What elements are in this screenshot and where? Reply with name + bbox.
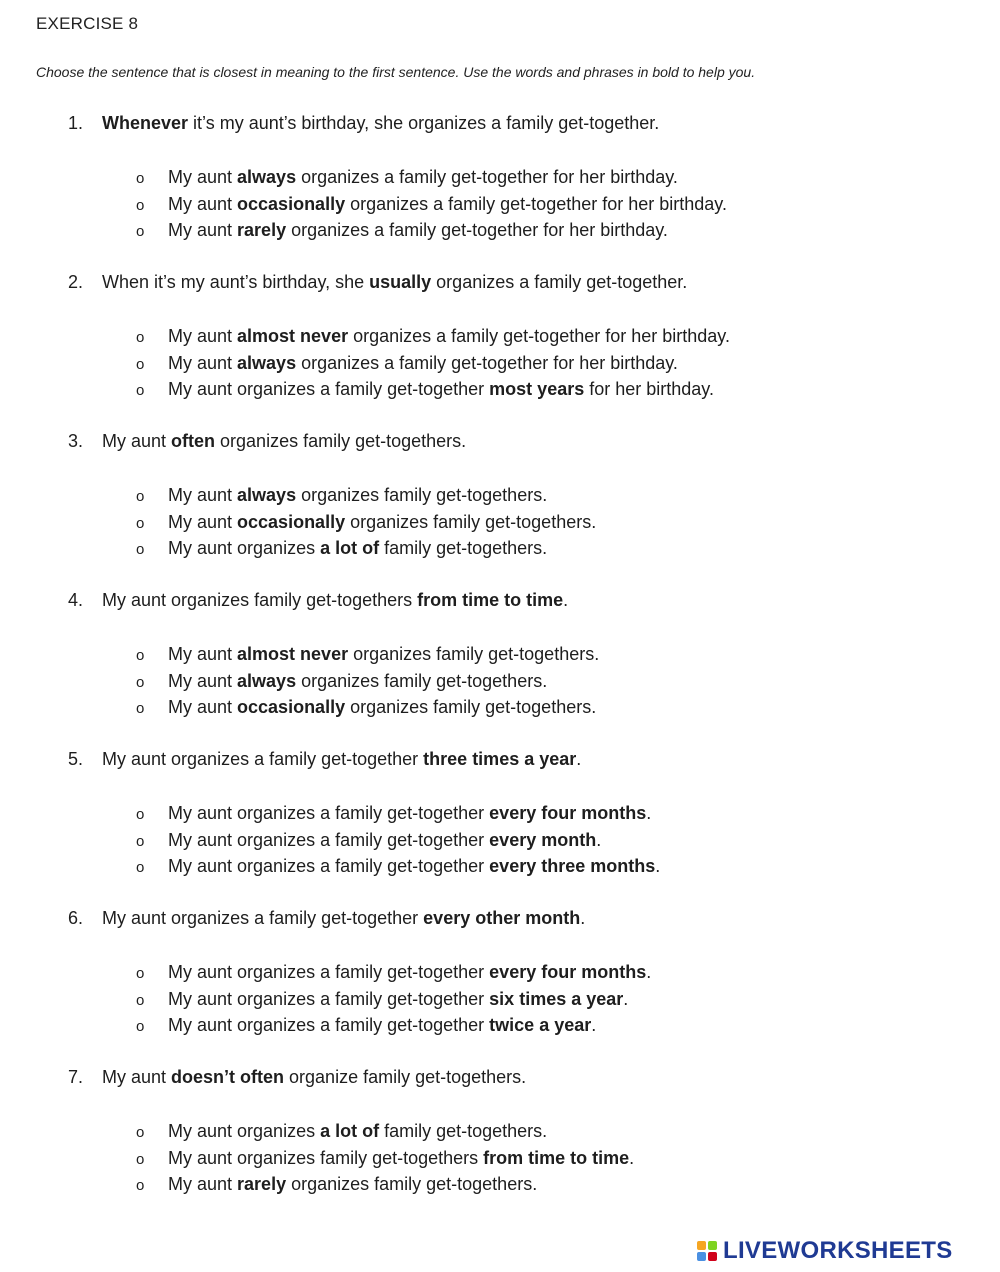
- radio-bullet-icon[interactable]: o: [136, 196, 145, 214]
- text-segment: organizes family get-togethers.: [345, 697, 597, 717]
- logo-square-icon: [697, 1241, 706, 1250]
- answer-option[interactable]: [136, 827, 660, 854]
- question-sentence: [68, 1064, 526, 1090]
- text-segment: organizes family get-togethers.: [296, 485, 548, 505]
- text-segment: .: [580, 908, 586, 928]
- answer-option[interactable]: [136, 1118, 634, 1145]
- text-segment: .: [629, 1147, 635, 1168]
- exercise-title: EXERCISE 8: [36, 14, 139, 33]
- radio-bullet-icon[interactable]: o: [136, 170, 145, 187]
- radio-bullet-icon[interactable]: o: [136, 859, 145, 876]
- bold-keyword: always: [237, 670, 297, 691]
- answer-options: [136, 1118, 634, 1198]
- text-segment: .: [591, 1015, 597, 1035]
- question-sentence: [68, 746, 581, 772]
- question-sentence: [68, 587, 568, 613]
- text-segment: organizes family get-togethers.: [345, 511, 597, 532]
- answer-option[interactable]: [136, 694, 599, 721]
- text-segment: .: [646, 803, 652, 823]
- text-segment: organizes a family get-together for her birthday.: [296, 352, 678, 373]
- text-segment: .: [576, 749, 582, 769]
- answer-option[interactable]: [136, 986, 651, 1013]
- question-number: 2.: [68, 272, 84, 292]
- answer-options: [136, 641, 599, 721]
- answer-option[interactable]: [136, 959, 651, 986]
- text-segment: it’s my aunt’s birthday, she organizes a family get-together.: [188, 113, 660, 133]
- question-number: 5.: [68, 749, 84, 769]
- bold-keyword: rarely: [237, 220, 287, 240]
- bold-keyword: three times a year: [423, 749, 577, 769]
- text-segment: When it’s my aunt’s birthday, she: [102, 272, 370, 292]
- text-segment: My aunt: [102, 431, 172, 451]
- bold-keyword: always: [237, 485, 297, 505]
- answer-option[interactable]: [136, 191, 727, 218]
- radio-bullet-icon[interactable]: o: [136, 1124, 145, 1141]
- question-list: [0, 110, 1000, 1223]
- question-4: [0, 587, 1000, 746]
- bold-keyword: occasionally: [237, 193, 346, 214]
- text-segment: organizes family get-togethers.: [215, 431, 467, 451]
- answer-options: [136, 164, 727, 244]
- question-sentence: [68, 905, 585, 931]
- text-segment: organizes a family get-together for her birthday.: [296, 167, 678, 187]
- answer-option[interactable]: [136, 668, 599, 695]
- bold-keyword: Whenever: [102, 113, 189, 133]
- radio-bullet-icon[interactable]: o: [136, 488, 145, 505]
- question-sentence: [68, 269, 687, 295]
- text-segment: My aunt: [168, 326, 238, 346]
- question-5: [0, 746, 1000, 905]
- liveworksheets-logo[interactable]: [697, 1236, 953, 1266]
- text-segment: My aunt: [168, 670, 238, 691]
- text-segment: organizes a family get-together for her birthday.: [345, 193, 727, 214]
- question-6: [0, 905, 1000, 1064]
- radio-bullet-icon[interactable]: o: [136, 329, 145, 346]
- answer-option[interactable]: [136, 217, 727, 244]
- bold-keyword: a lot of: [320, 538, 380, 558]
- answer-option[interactable]: [136, 350, 730, 377]
- answer-option[interactable]: [136, 853, 660, 880]
- radio-bullet-icon[interactable]: o: [136, 514, 145, 532]
- answer-options: [136, 800, 660, 880]
- question-sentence: [68, 428, 466, 454]
- text-segment: My aunt organizes a family get-together: [168, 1015, 490, 1035]
- text-segment: My aunt organizes a family get-together: [168, 856, 490, 876]
- text-segment: organize family get-togethers.: [284, 1067, 527, 1087]
- text-segment: My aunt: [168, 193, 238, 214]
- text-segment: My aunt: [168, 485, 238, 505]
- bold-keyword: usually: [369, 272, 432, 292]
- bold-keyword: twice a year: [489, 1015, 592, 1035]
- text-segment: My aunt organizes a family get-together: [102, 749, 424, 769]
- radio-bullet-icon[interactable]: o: [136, 223, 145, 240]
- bold-keyword: occasionally: [237, 511, 346, 532]
- text-segment: My aunt organizes a family get-together: [168, 829, 490, 850]
- logo-text: LIVEWORKSHEETS: [723, 1237, 953, 1264]
- question-sentence: [68, 110, 659, 136]
- answer-option[interactable]: [136, 482, 596, 509]
- text-segment: My aunt organizes a family get-together: [168, 803, 490, 823]
- radio-bullet-icon[interactable]: o: [136, 647, 145, 664]
- text-segment: My aunt organizes family get-togethers: [102, 590, 418, 610]
- text-segment: organizes a family get-together.: [431, 272, 688, 292]
- radio-bullet-icon[interactable]: o: [136, 673, 145, 691]
- answer-options: [136, 323, 730, 403]
- text-segment: organizes family get-togethers.: [348, 644, 600, 664]
- text-segment: My aunt organizes a family get-together: [102, 908, 424, 928]
- question-1: [0, 110, 1000, 269]
- text-segment: My aunt: [168, 220, 238, 240]
- bold-keyword: every three months: [489, 856, 656, 876]
- text-segment: family get-togethers.: [379, 1121, 548, 1141]
- text-segment: My aunt organizes: [168, 538, 321, 558]
- instructions: Choose the sentence that is closest in meaning to the first sentence. Use the words and phrases in bold to help you.: [36, 64, 756, 80]
- text-segment: My aunt organizes a family get-together: [168, 988, 490, 1009]
- answer-option[interactable]: [136, 1171, 634, 1198]
- bold-keyword: every four months: [489, 962, 647, 982]
- bold-keyword: every four months: [489, 803, 647, 823]
- answer-option[interactable]: [136, 535, 596, 562]
- bold-keyword: almost never: [237, 644, 349, 664]
- answer-options: [136, 959, 651, 1039]
- answer-option[interactable]: [136, 323, 730, 350]
- text-segment: My aunt: [168, 644, 238, 664]
- bold-keyword: most years: [489, 379, 585, 399]
- question-2: [0, 269, 1000, 428]
- answer-option[interactable]: [136, 800, 660, 827]
- bold-keyword: often: [171, 431, 216, 451]
- text-segment: organizes family get-togethers.: [286, 1174, 538, 1194]
- text-segment: My aunt: [168, 511, 238, 532]
- bold-keyword: from time to time: [417, 590, 564, 610]
- bold-keyword: doesn’t often: [171, 1067, 285, 1087]
- text-segment: My aunt: [168, 1174, 238, 1194]
- text-segment: for her birthday.: [584, 379, 714, 399]
- text-segment: My aunt: [102, 1067, 172, 1087]
- answer-option[interactable]: [136, 1012, 651, 1039]
- bold-keyword: almost never: [237, 326, 349, 346]
- text-segment: My aunt: [168, 352, 238, 373]
- question-7: [0, 1064, 1000, 1223]
- answer-option[interactable]: [136, 1145, 634, 1172]
- text-segment: My aunt: [168, 697, 238, 717]
- text-segment: organizes a family get-together for her birthday.: [348, 326, 730, 346]
- answer-option[interactable]: [136, 376, 730, 403]
- question-number: 7.: [68, 1067, 84, 1087]
- question-number: 6.: [68, 908, 84, 928]
- text-segment: My aunt organizes family get-togethers: [168, 1147, 484, 1168]
- text-segment: My aunt: [168, 167, 238, 187]
- logo-mark-icon: [697, 1241, 717, 1261]
- text-segment: family get-togethers.: [379, 538, 548, 558]
- bold-keyword: from time to time: [483, 1147, 630, 1168]
- bold-keyword: always: [237, 352, 297, 373]
- text-segment: My aunt organizes a family get-together: [168, 962, 490, 982]
- text-segment: My aunt organizes a family get-together: [168, 379, 490, 399]
- text-segment: .: [563, 590, 569, 610]
- bold-keyword: every other month: [423, 908, 581, 928]
- text-segment: .: [623, 988, 629, 1009]
- answer-options: [136, 482, 596, 562]
- answer-option[interactable]: [136, 164, 727, 191]
- question-number: 4.: [68, 590, 84, 610]
- answer-option[interactable]: [136, 509, 596, 536]
- radio-bullet-icon[interactable]: o: [136, 355, 145, 373]
- logo-square-icon: [708, 1252, 717, 1261]
- radio-bullet-icon[interactable]: o: [136, 700, 145, 717]
- bold-keyword: a lot of: [320, 1121, 380, 1141]
- bold-keyword: occasionally: [237, 697, 346, 717]
- logo-square-icon: [708, 1241, 717, 1250]
- radio-bullet-icon[interactable]: o: [136, 965, 145, 982]
- logo-square-icon: [697, 1252, 706, 1261]
- answer-option[interactable]: [136, 641, 599, 668]
- radio-bullet-icon[interactable]: o: [136, 382, 145, 399]
- radio-bullet-icon[interactable]: o: [136, 1018, 145, 1035]
- question-3: [0, 428, 1000, 587]
- text-segment: .: [655, 856, 661, 876]
- bold-keyword: rarely: [237, 1174, 287, 1194]
- text-segment: My aunt organizes: [168, 1121, 321, 1141]
- radio-bullet-icon[interactable]: o: [136, 991, 145, 1009]
- text-segment: .: [596, 829, 602, 850]
- question-number: 1.: [68, 113, 84, 133]
- text-segment: .: [646, 962, 652, 982]
- question-number: 3.: [68, 431, 84, 451]
- bold-keyword: always: [237, 167, 297, 187]
- radio-bullet-icon[interactable]: o: [136, 832, 145, 850]
- radio-bullet-icon[interactable]: o: [136, 1150, 145, 1168]
- radio-bullet-icon[interactable]: o: [136, 806, 145, 823]
- radio-bullet-icon[interactable]: o: [136, 1177, 145, 1194]
- text-segment: organizes a family get-together for her birthday.: [286, 220, 668, 240]
- bold-keyword: every month: [489, 829, 597, 850]
- bold-keyword: six times a year: [489, 988, 624, 1009]
- radio-bullet-icon[interactable]: o: [136, 541, 145, 558]
- text-segment: organizes family get-togethers.: [296, 670, 548, 691]
